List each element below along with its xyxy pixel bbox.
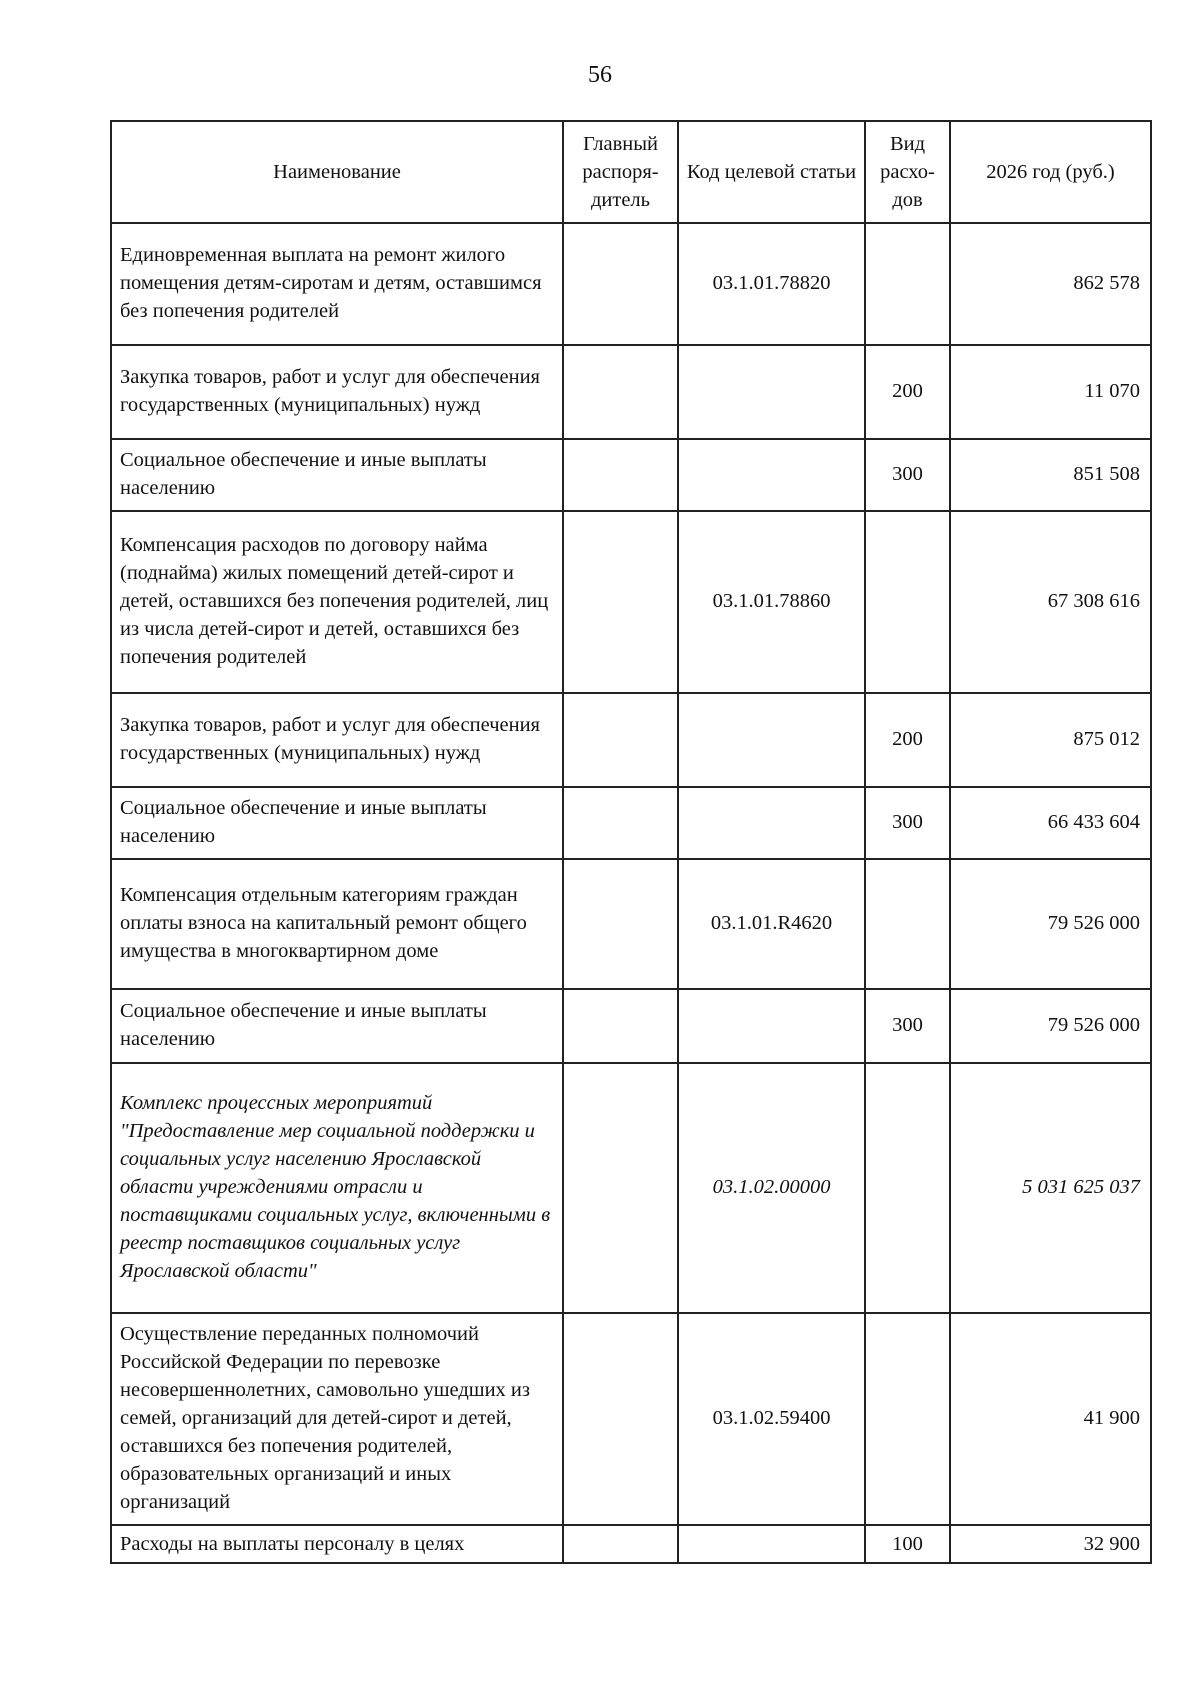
row-sum: 67 308 616 <box>950 511 1151 693</box>
row-glavny <box>563 859 678 989</box>
table-row <box>111 439 1151 511</box>
table-row <box>111 1525 1151 1563</box>
row-glavny <box>563 223 678 345</box>
row-glavny <box>563 989 678 1063</box>
row-sum: 875 012 <box>950 693 1151 787</box>
row-vid: 100 <box>865 1525 950 1563</box>
header-glavny: Главный распоря-дитель <box>563 121 678 223</box>
header-code: Код целевой статьи <box>678 121 865 223</box>
table-row <box>111 859 1151 989</box>
row-sum: 5 031 625 037 <box>950 1063 1151 1313</box>
row-code <box>678 787 865 859</box>
row-glavny <box>563 1525 678 1563</box>
row-vid: 200 <box>865 693 950 787</box>
row-name: Компенсация расходов по договору найма (поднайма) жилых помещений детей-сирот и детей, оставшихся без попечения родителей, лиц из числа детей-сирот и детей, оставшихся без попечения родителей <box>111 511 563 693</box>
row-sum: 66 433 604 <box>950 787 1151 859</box>
row-name: Социальное обеспечение и иные выплаты населению <box>111 439 563 511</box>
row-code: 03.1.02.59400 <box>678 1313 865 1525</box>
row-code <box>678 439 865 511</box>
row-name: Социальное обеспечение и иные выплаты населению <box>111 787 563 859</box>
row-code <box>678 345 865 439</box>
row-sum: 11 070 <box>950 345 1151 439</box>
table-row <box>111 1063 1151 1313</box>
row-sum: 79 526 000 <box>950 989 1151 1063</box>
page-number: 56 <box>588 62 612 88</box>
row-glavny <box>563 693 678 787</box>
table-row <box>111 989 1151 1063</box>
row-sum: 79 526 000 <box>950 859 1151 989</box>
row-vid: 300 <box>865 439 950 511</box>
row-vid <box>865 1063 950 1313</box>
row-code: 03.1.01.78860 <box>678 511 865 693</box>
row-glavny <box>563 511 678 693</box>
row-glavny <box>563 345 678 439</box>
row-vid: 300 <box>865 787 950 859</box>
table-row <box>111 787 1151 859</box>
row-glavny <box>563 439 678 511</box>
row-code: 03.1.02.00000 <box>678 1063 865 1313</box>
row-name: Компенсация отдельным категориям граждан оплаты взноса на капитальный ремонт общего имущества в многоквартирном доме <box>111 859 563 989</box>
row-code: 03.1.01.78820 <box>678 223 865 345</box>
row-sum: 862 578 <box>950 223 1151 345</box>
row-name: Расходы на выплаты персоналу в целях <box>111 1525 563 1563</box>
row-code: 03.1.01.R4620 <box>678 859 865 989</box>
row-glavny <box>563 787 678 859</box>
row-vid <box>865 511 950 693</box>
row-name: Закупка товаров, работ и услуг для обеспечения государственных (муниципальных) нужд <box>111 693 563 787</box>
row-code <box>678 693 865 787</box>
row-sum: 32 900 <box>950 1525 1151 1563</box>
row-vid <box>865 859 950 989</box>
table-row <box>111 693 1151 787</box>
row-sum: 41 900 <box>950 1313 1151 1525</box>
row-glavny <box>563 1313 678 1525</box>
budget-table <box>110 120 1152 1564</box>
row-code <box>678 989 865 1063</box>
row-name: Единовременная выплата на ремонт жилого помещения детям-сиротам и детям, оставшимся без попечения родителей <box>111 223 563 345</box>
table-row <box>111 345 1151 439</box>
row-vid: 200 <box>865 345 950 439</box>
row-glavny <box>563 1063 678 1313</box>
table-row <box>111 223 1151 345</box>
table-header-row <box>111 121 1151 223</box>
row-vid <box>865 223 950 345</box>
table-row <box>111 511 1151 693</box>
row-name: Комплекс процессных мероприятий "Предоставление мер социальной поддержки и социальных услуг населению Ярославской области учреждениями отрасли и поставщиками социальных услуг, включенными в реестр поставщиков социальных услуг Ярославской области" <box>111 1063 563 1313</box>
row-vid <box>865 1313 950 1525</box>
table-row <box>111 1313 1151 1525</box>
row-sum: 851 508 <box>950 439 1151 511</box>
header-name: Наименование <box>111 121 563 223</box>
row-name: Закупка товаров, работ и услуг для обеспечения государственных (муниципальных) нужд <box>111 345 563 439</box>
row-name: Социальное обеспечение и иные выплаты населению <box>111 989 563 1063</box>
header-vid: Вид расхо-дов <box>865 121 950 223</box>
row-code <box>678 1525 865 1563</box>
row-name: Осуществление переданных полномочий Российской Федерации по перевозке несовершеннолетних, самовольно ушедших из семей, организаций для детей-сирот и детей, оставшихся без попечения родителей, образовательных организаций и иных организаций <box>111 1313 563 1525</box>
row-vid: 300 <box>865 989 950 1063</box>
header-year: 2026 год (руб.) <box>950 121 1151 223</box>
